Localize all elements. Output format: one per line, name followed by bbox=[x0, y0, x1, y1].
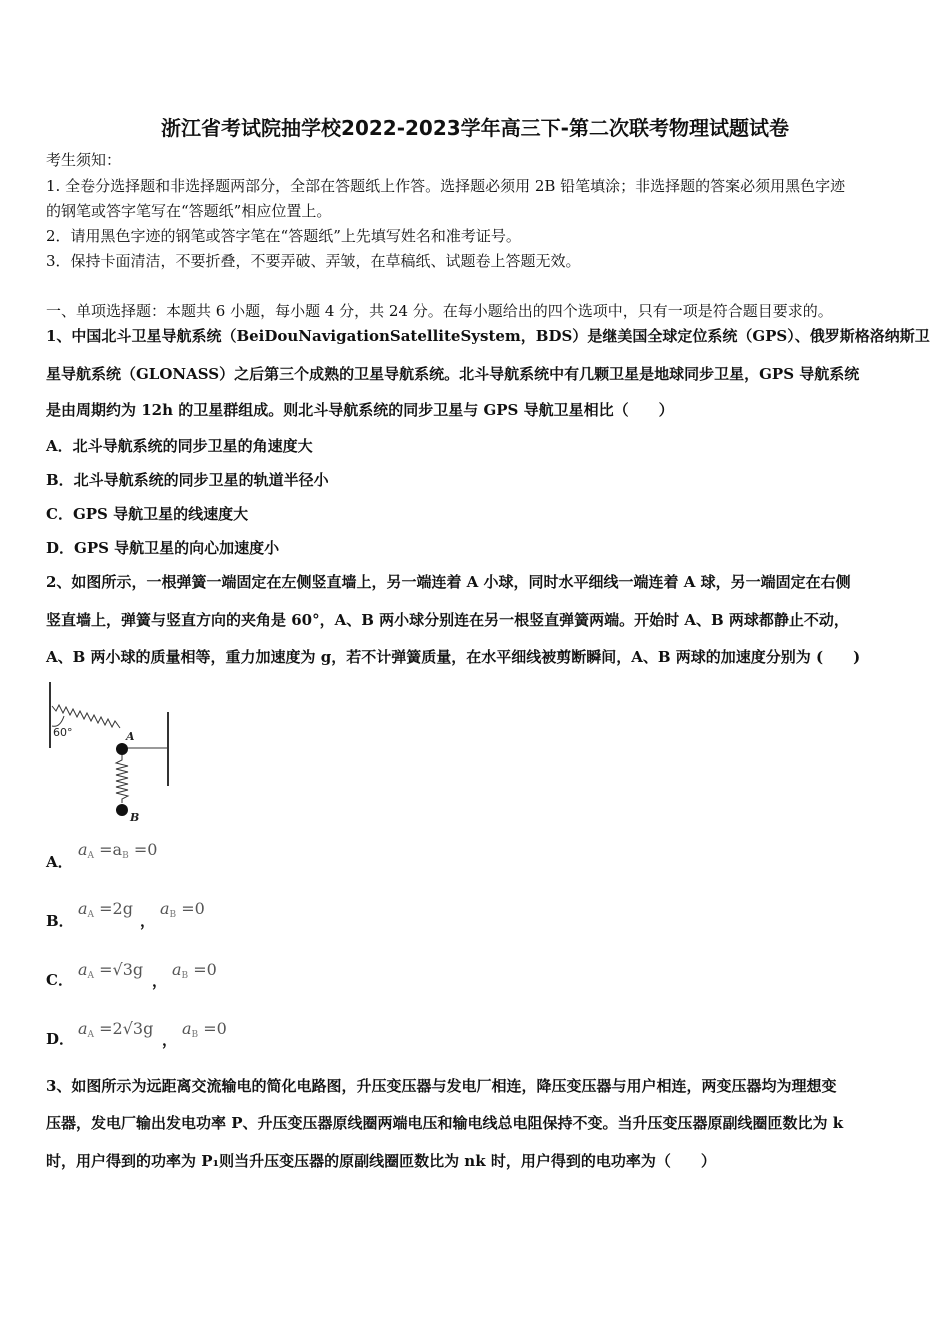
q2-option-b-math: $a_A =2g$ bbox=[78, 899, 133, 920]
q2-option-c-letter: C． bbox=[46, 971, 73, 989]
q2-option-b-letter: B． bbox=[46, 912, 74, 930]
q1-option-a: A．北斗导航系统的同步卫星的角速度大 bbox=[46, 437, 313, 455]
q2-option-c-math-2: $a_B =0$ bbox=[172, 960, 217, 981]
q1-stem-line-2: 星导航系统（GLONASS）之后第三个成熟的卫星导航系统。北斗导航系统中有几颗卫星是地球同步卫星，GPS 导航系统 bbox=[46, 365, 860, 383]
page-title: 浙江省考试院抽学校2022-2023学年高三下-第二次联考物理试题试卷 bbox=[161, 116, 789, 140]
angle-arc bbox=[52, 716, 64, 726]
q2-option-c-math: $a_A =√3g$ bbox=[78, 960, 144, 981]
q2-stem-line-2: 竖直墙上，弹簧与竖直方向的夹角是 60°，A、B 两小球分别连在另一根竖直弹簧两端。开始时 A、B 两球都静止不动， bbox=[46, 611, 849, 629]
q2-option-d-math-2: $a_B =0$ bbox=[182, 1019, 227, 1040]
q2-figure bbox=[44, 676, 184, 826]
notice-item-2: 2．请用黑色字迹的钢笔或答字笔在“答题纸”上先填写姓名和准考证号。 bbox=[46, 227, 521, 245]
q3-stem-line-1: 3、如图所示为远距离交流输电的简化电路图，升压变压器与发电厂相连，降压变压器与用户相连，两变压器均为理想变 bbox=[46, 1077, 837, 1095]
q2-option-a-math: $a_A =a_B =0$ bbox=[78, 840, 158, 861]
q2-option-d-comma: ， bbox=[162, 1031, 178, 1049]
section-heading: 一、单项选择题：本题共 6 小题，每小题 4 分，共 24 分。在每小题给出的四个选项中，只有一项是符合题目要求的。 bbox=[46, 302, 833, 320]
notice-item-1-line-1: 1. 全卷分选择题和非选择题两部分，全部在答题纸上作答。选择题必须用 2B 铅笔填涂；非选择题的答案必须用黑色字迹 bbox=[46, 177, 846, 195]
slanted-spring bbox=[52, 705, 120, 728]
q2-stem-line-3: A、B 两小球的质量相等，重力加速度为 g，若不计弹簧质量，在水平细线被剪断瞬间，A、B 两球的加速度分别为 ( ) bbox=[46, 648, 861, 666]
ball-a bbox=[116, 743, 128, 755]
q2-option-b-comma: ， bbox=[140, 912, 156, 930]
q3-stem-line-2: 压器，发电厂输出发电功率 P、升压变压器原线圈两端电压和输电线总电阻保持不变。当升压变压器原副线圈匝数比为 k bbox=[46, 1114, 844, 1132]
q2-option-a-letter: A． bbox=[46, 853, 73, 871]
q2-option-d-letter: D． bbox=[46, 1030, 75, 1048]
q1-option-b: B．北斗导航系统的同步卫星的轨道半径小 bbox=[46, 471, 329, 489]
q2-option-b-math-2: $a_B =0$ bbox=[160, 899, 205, 920]
label-a: A bbox=[126, 730, 135, 743]
notice-heading: 考生须知： bbox=[46, 151, 122, 169]
q1-stem-line-1: 1、中国北斗卫星导航系统（BeiDouNavigationSatelliteSystem，BDS）是继美国全球定位系统（GPS）、俄罗斯格洛纳斯卫 bbox=[46, 327, 930, 345]
vertical-spring bbox=[116, 755, 128, 803]
notice-item-1-line-2: 的钢笔或答字笔写在“答题纸”相应位置上。 bbox=[46, 202, 332, 220]
q1-option-d: D．GPS 导航卫星的向心加速度小 bbox=[46, 539, 280, 557]
q1-stem-line-3: 是由周期约为 12h 的卫星群组成。则北斗导航系统的同步卫星与 GPS 导航卫星相比（ ） bbox=[46, 401, 674, 419]
q3-stem-line-3: 时，用户得到的功率为 P₁则当升压变压器的原副线圈匝数比为 nk 时，用户得到的电功率为（ ） bbox=[46, 1152, 716, 1170]
label-b: B bbox=[130, 811, 140, 824]
angle-label: 60° bbox=[53, 726, 73, 739]
q2-option-c-comma: ， bbox=[152, 972, 168, 990]
q1-option-c: C．GPS 导航卫星的线速度大 bbox=[46, 505, 249, 523]
q2-option-d-math: $a_A =2√3g$ bbox=[78, 1019, 154, 1040]
ball-b bbox=[116, 804, 128, 816]
notice-item-3: 3．保持卡面清洁，不要折叠，不要弄破、弄皱，在草稿纸、试题卷上答题无效。 bbox=[46, 252, 581, 270]
q2-stem-line-1: 2、如图所示，一根弹簧一端固定在左侧竖直墙上，另一端连着 A 小球，同时水平细线一端连着 A 球，另一端固定在右侧 bbox=[46, 573, 851, 591]
